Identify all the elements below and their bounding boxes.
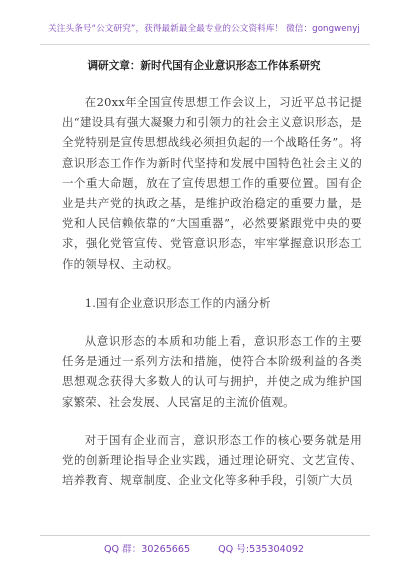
section-heading: 1.国有企业意识形态工作的内涵分析 (84, 295, 271, 310)
document-body (62, 92, 362, 490)
footer (0, 541, 408, 555)
paragraph-soe: 对于国有企业而言，意识形态工作的核心要务就是用党的创新理论指导企业实践，通过理论研究、文艺宣传、培养教育、规章制度、企业文化等多种手段，引领广大员 (62, 432, 362, 488)
document-title: 调研文章：新时代国有企业意识形态工作体系研究 (87, 60, 321, 72)
paragraph-intro: 在20xx年全国宣传思想工作会议上，习近平总书记提出“建设具有强大凝聚力和引领力的社会主义意识形态，是全党特别是宣传思想战线必须担负起的一个战略任务”。将意识形态工作作为新时代坚持和发展中国特色社会主义的一个重大命题，放在了宣传思想工作的重要位置。国有企业是共产党的执政之基，是维护政治稳定的重要力量，是党和人民信赖依靠的“大国重器”，必然要紧跟党中央的要求，强化党管宣传、党管意识形态，牢牢掌握意识形态工作的领导权、主动权。 (62, 95, 362, 271)
header-banner: 关注头条号“公文研究”，获得最新最全最专业的公文资料库！ 微信：gongwenyj (48, 24, 360, 34)
footer-qq-number: QQ 号:535304092 (218, 544, 305, 555)
footer-qq-group: QQ 群：30265665 (103, 544, 191, 555)
paragraph-essence: 从意识形态的本质和功能上看，意识形态工作的主要任务是通过一系列方法和措施，使符合本阶级利益的各类思想观念获得大多数人的认可与拥护，并使之成为维护国家繁荣、社会发展、人民富足的主流价值观。 (62, 334, 362, 409)
footer-divider (40, 535, 370, 536)
header-divider (40, 44, 370, 45)
